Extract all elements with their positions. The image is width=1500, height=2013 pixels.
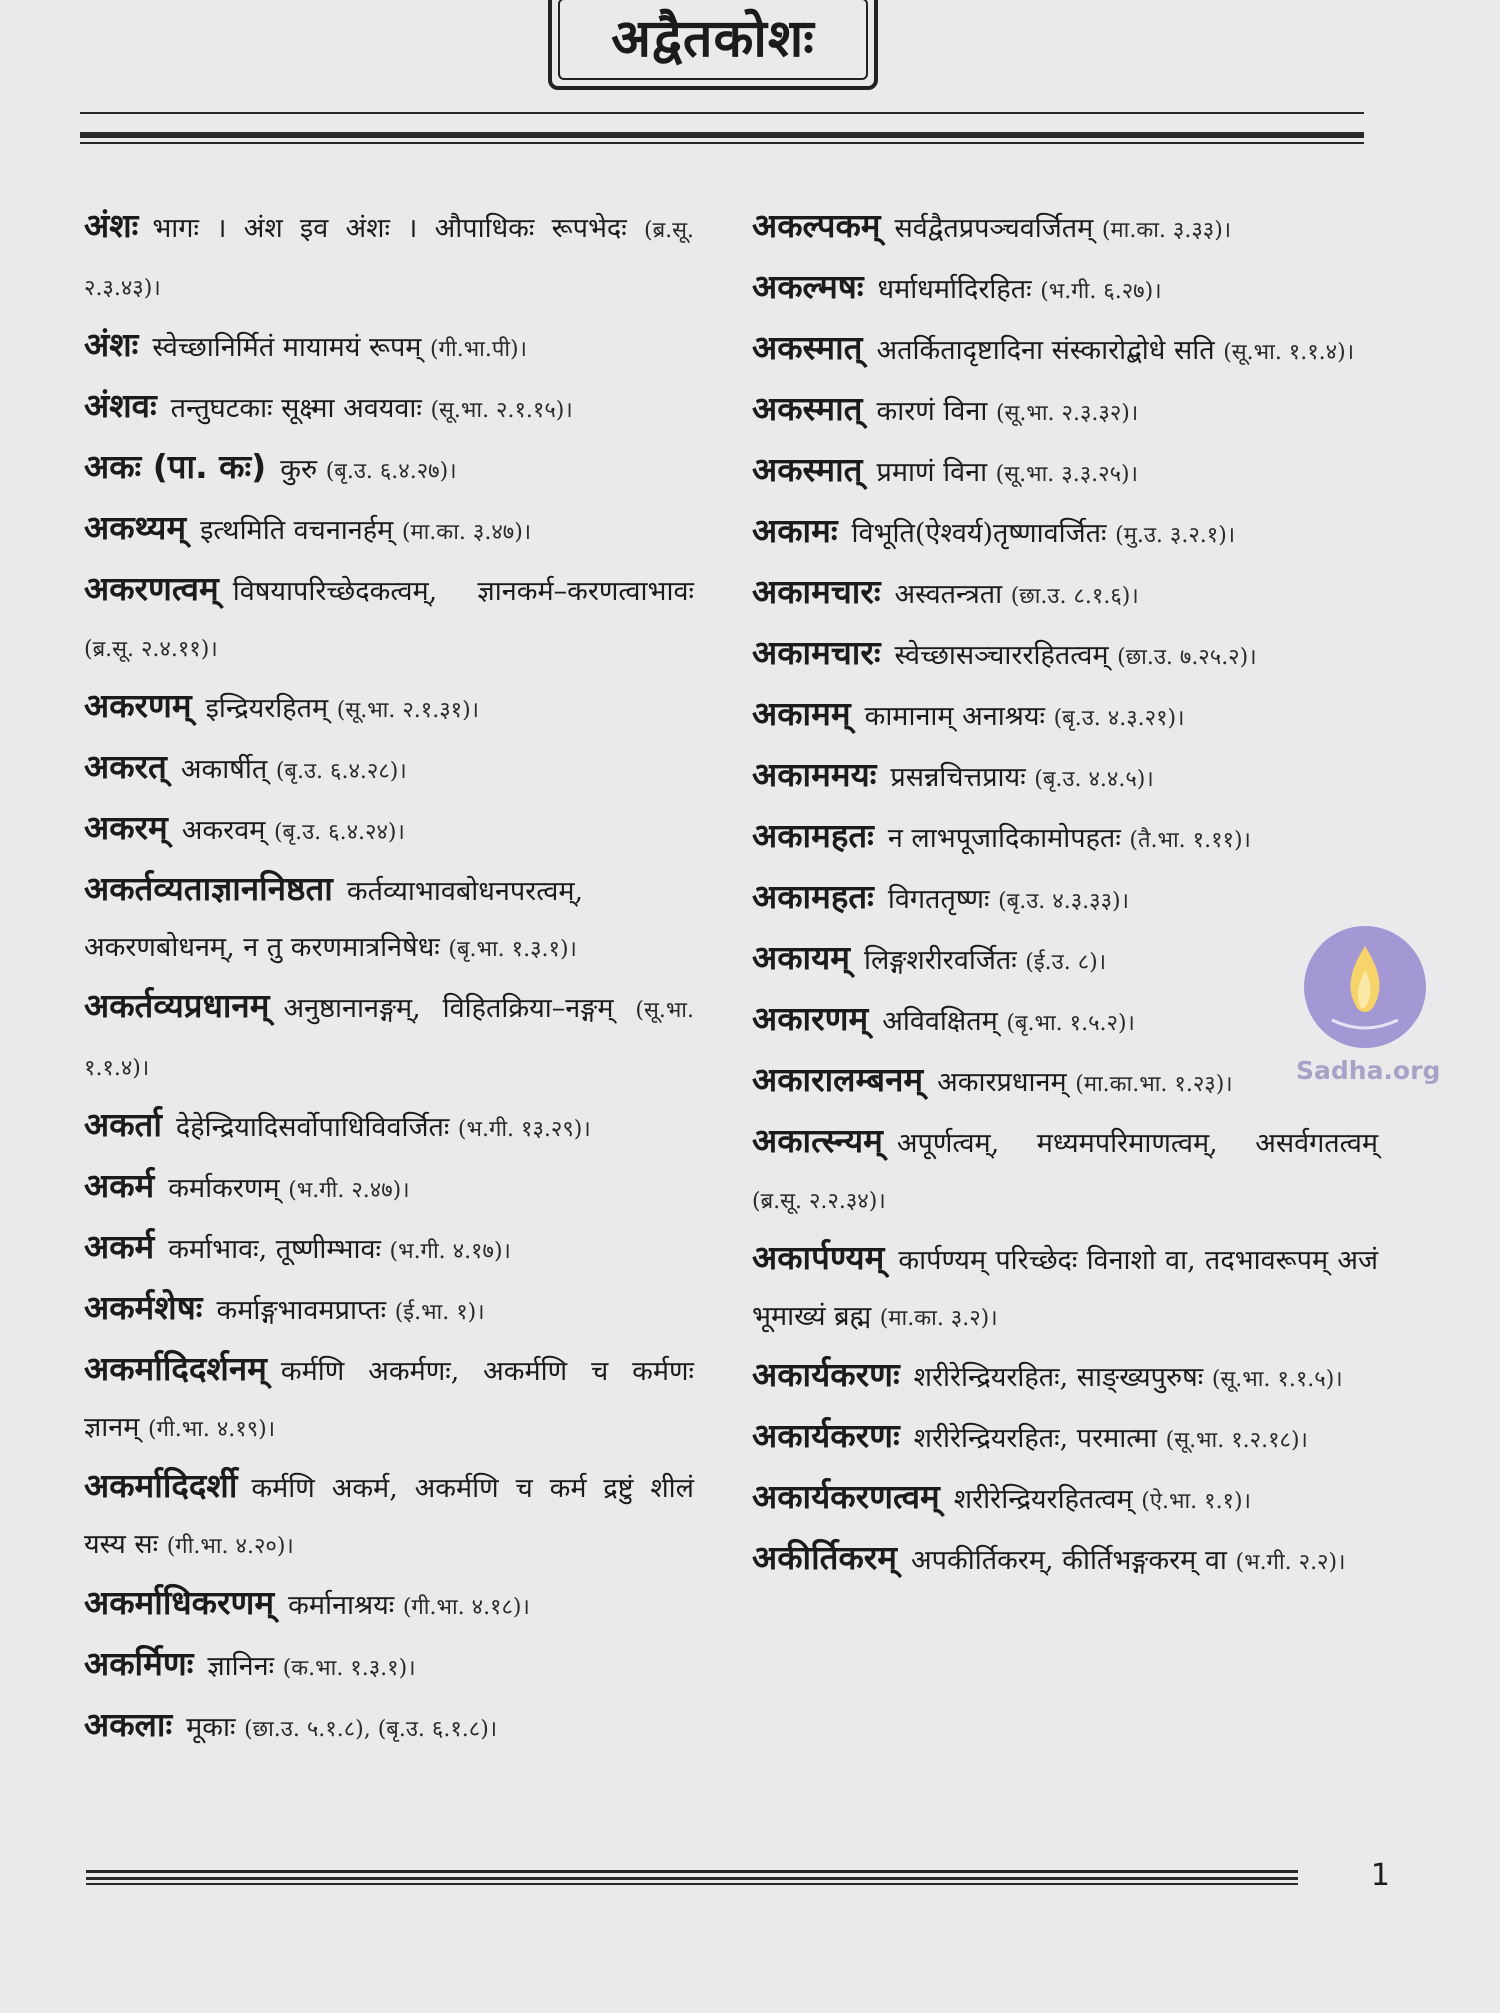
entry-definition: इत्थमिति वचनानर्हम् [200, 515, 394, 546]
entry-headword: अकस्मात् [752, 328, 863, 367]
entry-reference: (तै.भा. १.११)। [1129, 828, 1251, 853]
entry-reference: (छा.उ. ७.२५.२)। [1117, 645, 1257, 670]
dictionary-entry [84, 1636, 694, 1697]
entry-definition: लिङ्गशरीरवर्जितः [863, 945, 1017, 976]
entry-reference: (मु.उ. ३.२.१)। [1115, 523, 1236, 548]
dictionary-entry [84, 1575, 694, 1636]
entry-reference: (क.भा. १.३.१)। [282, 1656, 416, 1681]
entry-headword: अकार्यकरणत्वम् [752, 1477, 940, 1516]
dictionary-entry [752, 1469, 1378, 1530]
entry-reference: (ई.उ. ८)। [1025, 950, 1107, 975]
entry-reference: (बृ.उ. ४.४.५)। [1034, 767, 1154, 792]
top-divider [80, 112, 1364, 150]
entry-definition: कर्मानाश्रयः [288, 1590, 395, 1621]
entry-headword: अकर्तव्यप्रधानम् [84, 986, 270, 1025]
dictionary-entry [84, 800, 694, 861]
entry-definition: कर्तव्याभावबोधनपरत्वम्, अकरणबोधनम्, न तु करणमात्रनिषेधः [84, 876, 584, 963]
dictionary-entry [84, 1458, 694, 1575]
entry-reference: (मा.का. ३.३३)। [1101, 218, 1232, 243]
entry-definition: विभूति(ऐश्वर्य)तृष्णावर्जितः [851, 518, 1107, 549]
entry-reference: (ई.भा. १)। [394, 1300, 485, 1325]
left-column [84, 198, 694, 1758]
dictionary-entry [752, 1230, 1378, 1347]
entry-headword: अकारालम्बनम् [752, 1060, 924, 1099]
entry-definition: अपकीर्तिकरम्, कीर्तिभङ्गकरम् वा [911, 1545, 1227, 1576]
entry-headword: अकामम् [752, 694, 851, 733]
entry-reference: (सू.भा. ३.३.२५)। [995, 462, 1138, 487]
entry-reference: (सू.भा. १.१.४)। [1223, 340, 1355, 365]
entry-reference: (बृ.उ. ६.४.२७)। [325, 459, 457, 484]
entry-definition: शरीरेन्द्रियरहितः, परमात्मा [913, 1423, 1158, 1454]
entry-definition: विगततृष्णः [887, 884, 990, 915]
entry-reference: (बृ.उ. ४.३.३३)। [998, 889, 1129, 914]
entry-headword: अकामहतः [752, 816, 874, 855]
entry-headword: अकायम् [752, 938, 850, 977]
dictionary-entry [752, 259, 1378, 320]
entry-definition: स्वेच्छासञ्चाररहितत्वम् [894, 640, 1109, 671]
entry-reference: (गी.भा.पी)। [430, 337, 527, 362]
entry-headword: अकर्म [84, 1227, 155, 1266]
entry-definition: अकरवम् [181, 815, 266, 846]
entry-headword: अकः (पा. कः) [84, 447, 267, 486]
entry-definition: इन्द्रियरहितम् [205, 693, 329, 724]
entry-definition: भागः । अंश इव अंशः । औपाधिकः रूपभेदः [152, 213, 627, 244]
entry-definition: कर्मणि अकर्म, अकर्मणि च कर्म द्रष्टुं शीलं यस्य सः [84, 1473, 694, 1560]
entry-headword: अकार्यकरणः [752, 1355, 900, 1394]
entry-definition: शरीरेन्द्रियरहितः, साङ्ख्यपुरुषः [913, 1362, 1204, 1393]
page-number: 1 [1370, 1858, 1390, 1893]
entry-headword: अकरम् [84, 808, 168, 847]
dictionary-entry [752, 1408, 1378, 1469]
dictionary-entry [84, 1697, 694, 1758]
entry-headword: अकर्मिणः [84, 1644, 194, 1683]
flame-logo-icon [1302, 924, 1428, 1050]
entry-headword: अकरत् [84, 747, 167, 786]
entry-headword: अकामचारः [752, 572, 881, 611]
entry-headword: अकामचारः [752, 633, 881, 672]
entry-headword: अकारणम् [752, 999, 869, 1038]
entry-headword: अकल्मषः [752, 267, 864, 306]
entry-reference: (सू.भा. २.१.१५)। [430, 398, 573, 423]
entry-reference: (ब्र.सू. २.३.४३)। [84, 218, 694, 301]
dictionary-entry [752, 503, 1378, 564]
dictionary-entry [84, 561, 694, 678]
entry-definition: न लाभपूजादिकामोपहतः [887, 823, 1121, 854]
entry-headword: अंशः [84, 206, 139, 245]
watermark-label: Sadha.org [1296, 1056, 1441, 1085]
dictionary-entry [752, 1113, 1378, 1230]
entry-headword: अंशः [84, 325, 139, 364]
entry-reference: (भ.गी. ६.२७)। [1040, 279, 1162, 304]
entry-reference: (भ.गी. २.२)। [1235, 1550, 1346, 1575]
entry-definition: अनुष्ठानानङ्गम्, विहितक्रिया–नङ्गम् [283, 993, 614, 1024]
dictionary-entry [752, 930, 1378, 991]
dictionary-entry [84, 1341, 694, 1458]
entry-reference: (मा.का.भा. १.२३)। [1075, 1072, 1233, 1097]
entry-definition: कर्माभावः, तूष्णीम्भावः [168, 1234, 381, 1265]
dictionary-entry [752, 198, 1378, 259]
entry-headword: अकथ्यम् [84, 508, 187, 547]
entry-reference: (गी.भा. ४.१८)। [402, 1595, 530, 1620]
entry-reference: (सू.भा. १.२.१८)। [1165, 1428, 1308, 1453]
entry-definition: धर्माधर्मादिरहितः [877, 274, 1032, 305]
page-title: अद्वैतकोशः [558, 0, 868, 80]
entry-headword: अकार्यकरणः [752, 1416, 900, 1455]
dictionary-entry [752, 442, 1378, 503]
dictionary-entry [84, 1280, 694, 1341]
entry-reference: (सू.भा. १.१.५)। [1211, 1367, 1343, 1392]
right-column [752, 198, 1378, 1591]
entry-definition: अकारप्रधानम् [937, 1067, 1067, 1098]
dictionary-entry [752, 1052, 1378, 1113]
entry-headword: अकर्माधिकरणम् [84, 1583, 275, 1622]
dictionary-entry [84, 1158, 694, 1219]
entry-reference: (भ.गी. २.४७)। [288, 1178, 410, 1203]
entry-reference: (ब्र.सू. २.४.११)। [84, 637, 218, 662]
entry-reference: (ऐ.भा. १.१)। [1141, 1489, 1251, 1514]
entry-headword: अकर्तव्यताज्ञाननिष्ठता [84, 869, 333, 908]
entry-headword: अकर्मशेषः [84, 1288, 203, 1327]
dictionary-entry [752, 808, 1378, 869]
entry-headword: अकलाः [84, 1705, 173, 1744]
entry-headword: अकर्मादिदर्शी [84, 1466, 238, 1505]
entry-definition: मूकाः [186, 1712, 236, 1743]
entry-headword: अकार्पण्यम् [752, 1238, 885, 1277]
dictionary-entry [84, 1097, 694, 1158]
dictionary-entry [752, 1347, 1378, 1408]
entry-definition: देहेन्द्रियादिसर्वोपाधिविवर्जितः [175, 1112, 450, 1143]
entry-reference: (बृ.भा. १.५.२)। [1006, 1011, 1135, 1036]
entry-reference: (भ.गी. ४.१७)। [389, 1239, 511, 1264]
bottom-divider [86, 1870, 1298, 1886]
entry-headword: अकस्मात् [752, 389, 863, 428]
entry-definition: कामानाम् अनाश्रयः [864, 701, 1045, 732]
entry-reference: (सू.भा. २.३.३२)। [995, 401, 1139, 426]
dictionary-entry [84, 500, 694, 561]
entry-definition: अकार्षीत् [180, 754, 268, 785]
entry-headword: अकीर्तिकरम् [752, 1538, 898, 1577]
entry-headword: अकरणत्वम् [84, 569, 219, 608]
entry-definition: स्वेच्छानिर्मितं मायामयं रूपम् [152, 332, 422, 363]
entry-reference: (सू.भा. १.१.४)। [84, 998, 694, 1081]
dictionary-entry [84, 317, 694, 378]
title-box [548, 0, 878, 90]
entry-reference: (बृ.उ. ६.४.२४)। [273, 820, 405, 845]
entry-headword: अकामहतः [752, 877, 874, 916]
entry-reference: (गी.भा. ४.१९)। [148, 1417, 276, 1442]
entry-definition: प्रमाणं विना [876, 457, 988, 488]
entry-headword: अकल्पकम् [752, 206, 881, 245]
dictionary-entry [84, 678, 694, 739]
entry-definition: प्रसन्नचित्तप्रायः [890, 762, 1026, 793]
dictionary-entry [84, 198, 694, 317]
entry-reference: (भ.गी. १३.२९)। [457, 1117, 591, 1142]
entry-reference: (छा.उ. ५.१.८), (बृ.उ. ६.१.८)। [244, 1717, 498, 1742]
dictionary-entry [752, 1530, 1378, 1591]
entry-reference: (गी.भा. ४.२०)। [166, 1534, 294, 1559]
dictionary-entry [84, 978, 694, 1097]
dictionary-entry [752, 564, 1378, 625]
dictionary-entry [752, 320, 1378, 381]
dictionary-entry [752, 381, 1378, 442]
dictionary-entry [84, 1219, 694, 1280]
dictionary-entry [752, 747, 1378, 808]
entry-reference: (मा.का. ३.२)। [879, 1306, 998, 1331]
dictionary-entry [84, 439, 694, 500]
entry-definition: अविवक्षितम् [882, 1006, 998, 1037]
entry-headword: अकर्मादिदर्शनम् [84, 1349, 267, 1388]
entry-reference: (मा.का. ३.४७)। [401, 520, 532, 545]
entry-definition: कार्पण्यम् परिच्छेदः विनाशो वा, तदभावरूपम् अजं भूमाख्यं ब्रह्म [752, 1245, 1378, 1332]
entry-headword: अकर्म [84, 1166, 155, 1205]
entry-headword: अकरणम् [84, 686, 192, 725]
entry-definition: कर्मणि अकर्मणः, अकर्मणि च कर्मणः ज्ञानम् [84, 1356, 694, 1443]
entry-reference: (सू.भा. २.१.३१)। [336, 698, 480, 723]
entry-reference: (बृ.उ. ४.३.२१)। [1053, 706, 1185, 731]
watermark [1296, 924, 1441, 1085]
dictionary-entry [84, 861, 694, 978]
entry-definition: कुरु [280, 454, 318, 485]
entry-definition: अस्वतन्त्रता [894, 579, 1003, 610]
entry-definition: विषयापरिच्छेदकत्वम्, ज्ञानकर्म–करणत्वाभावः [232, 576, 694, 607]
entry-definition: कर्माङ्गभावमप्राप्तः [216, 1295, 387, 1326]
dictionary-entry [84, 378, 694, 439]
entry-reference: (बृ.उ. ६.४.२८)। [275, 759, 407, 784]
entry-headword: अकर्ता [84, 1105, 162, 1144]
entry-headword: अकस्मात् [752, 450, 863, 489]
entry-definition: कारणं विना [876, 396, 988, 427]
entry-definition: अपूर्णत्वम्, मध्यमपरिमाणत्वम्, असर्वगतत्वम् [896, 1128, 1378, 1159]
dictionary-entry [752, 869, 1378, 930]
entry-reference: (छा.उ. ८.१.६)। [1010, 584, 1139, 609]
entry-headword: अंशवः [84, 386, 157, 425]
dictionary-entry [84, 739, 694, 800]
dictionary-entry [752, 625, 1378, 686]
entry-reference: (बृ.भा. १.३.१)। [448, 937, 577, 962]
entry-definition: सर्वद्वैतप्रपञ्चवर्जितम् [894, 213, 1094, 244]
entry-reference: (ब्र.सू. २.२.३४)। [752, 1189, 886, 1214]
entry-definition: अतर्कितादृष्टादिना संस्कारोद्बोधे सति [876, 335, 1215, 366]
entry-definition: कर्माकरणम् [168, 1173, 280, 1204]
entry-headword: अकाममयः [752, 755, 877, 794]
entry-definition: तन्तुघटकाः सूक्ष्मा अवयवाः [170, 393, 422, 424]
dictionary-entry [752, 991, 1378, 1052]
entry-definition: शरीरेन्द्रियरहितत्वम् [953, 1484, 1133, 1515]
entry-definition: ज्ञानिनः [207, 1651, 275, 1682]
dictionary-entry [752, 686, 1378, 747]
entry-headword: अकामः [752, 511, 838, 550]
entry-headword: अकात्स्न्यम् [752, 1121, 883, 1160]
